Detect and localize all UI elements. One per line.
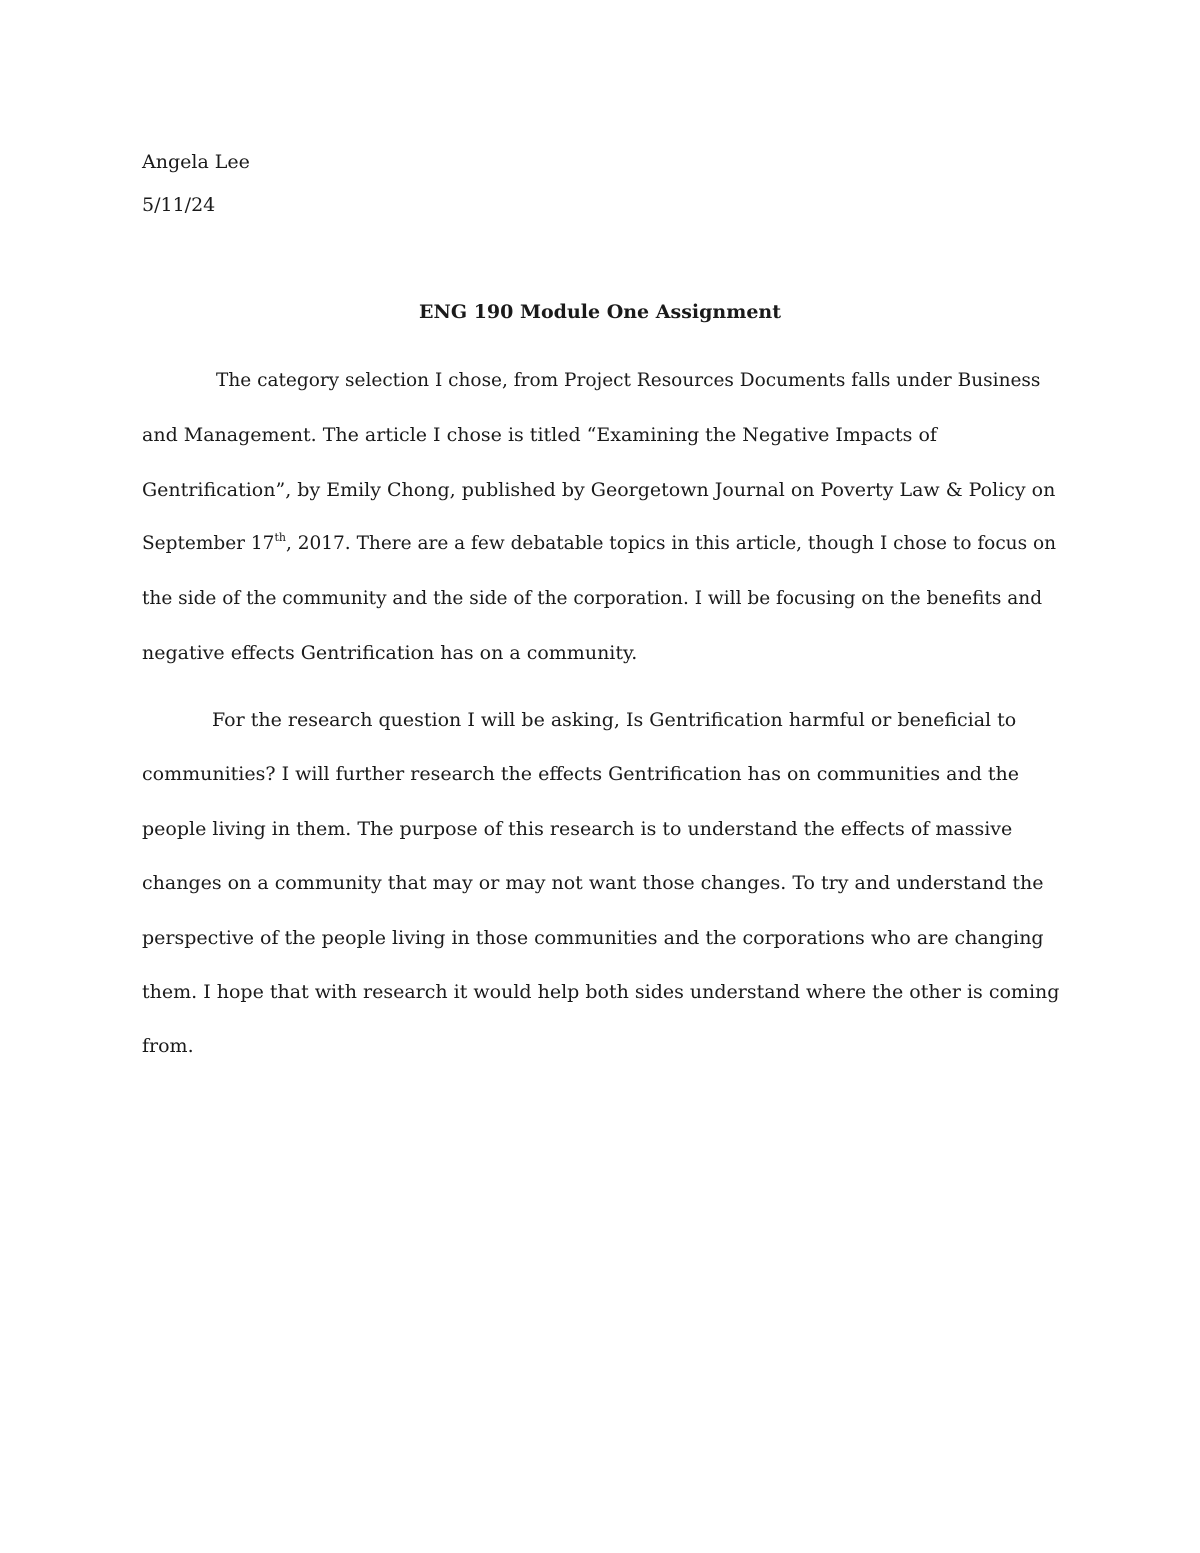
paragraph-line: negative effects Gentrification has on a community.: [142, 642, 638, 665]
line-continuation: , 2017. There are a few debatable topics in this article, though I chose to focus on: [285, 533, 1057, 555]
paragraph-line: changes on a community that may or may not want those changes. To try and understand the: [142, 872, 1044, 895]
document-date: 5/11/24: [142, 194, 216, 216]
paragraph-line: the side of the community and the side of the corporation. I will be focusing on the benefits and: [142, 587, 1043, 609]
author-name: Angela Lee: [142, 151, 250, 173]
paragraph-line: perspective of the people living in those communities and the corporations who are changing: [142, 926, 1044, 949]
ordinal-suffix: th: [274, 531, 286, 545]
paragraph-line: from.: [142, 1035, 194, 1058]
paragraph-1: [142, 354, 1062, 680]
document-title: ENG 190 Module One Assignment: [419, 301, 781, 323]
paragraph-2: [142, 693, 1062, 1074]
date-text: September 17: [142, 533, 275, 555]
paragraph-line: communities? I will further research the effects Gentrification has on communities and the: [142, 763, 1020, 786]
header-block: [142, 141, 250, 227]
paragraph-line: For the research question I will be asking, Is Gentrification harmful or beneficial to: [212, 709, 1017, 731]
paragraph-line: Gentrification”, by Emily Chong, published by Georgetown Journal on Poverty Law & Policy on: [142, 478, 1056, 501]
paragraph-line: people living in them. The purpose of this research is to understand the effects of massive: [142, 817, 1013, 840]
paragraph-line: [142, 517, 1062, 571]
paragraph-line: and Management. The article I chose is titled “Examining the Negative Impacts of: [142, 424, 937, 447]
paragraph-line: them. I hope that with research it would help both sides understand where the other is coming: [142, 981, 1060, 1004]
paragraph-line: The category selection I chose, from Project Resources Documents falls under Business: [216, 370, 1041, 391]
